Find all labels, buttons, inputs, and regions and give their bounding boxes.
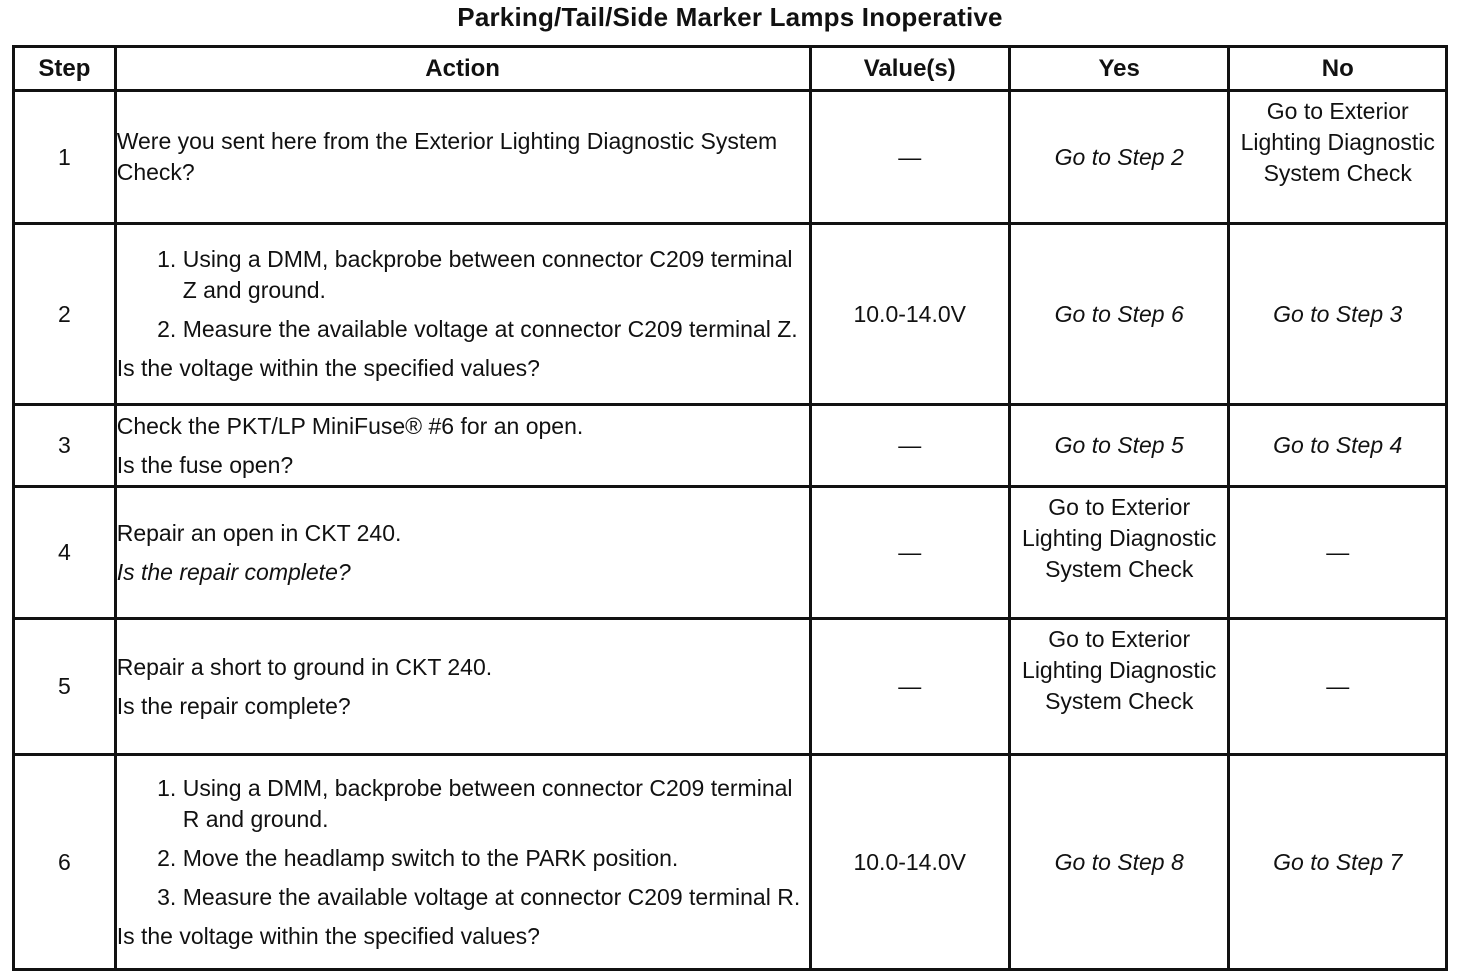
- action-intro: Were you sent here from the Exterior Lighting Diagnostic System Check?: [116, 128, 778, 185]
- no-link: Go to Step 3: [1273, 300, 1403, 327]
- action-question: Is the voltage within the specified values?: [116, 922, 540, 949]
- no-cell: [1229, 619, 1447, 755]
- no-cell: [1229, 405, 1447, 487]
- yes-link: Go to Step 2: [1054, 143, 1184, 170]
- table-row: [14, 487, 1447, 619]
- header-no: No: [1229, 47, 1447, 91]
- yes-cell: [1009, 224, 1229, 405]
- action-cell: [115, 487, 810, 619]
- table-row: [14, 755, 1447, 970]
- step-number: 6: [14, 755, 116, 970]
- table-header-row: [14, 47, 1447, 91]
- yes-link: Go to Step 8: [1054, 848, 1184, 875]
- list-item: 1. Using a DMM, backprobe between connector C209 terminal Z and ground.: [183, 244, 809, 306]
- action-cell: [115, 224, 810, 405]
- action-cell: [115, 91, 810, 224]
- yes-link: Go to Exterior Lighting Diagnostic System Check: [1022, 626, 1217, 714]
- table-row: [14, 405, 1447, 487]
- yes-cell: [1009, 91, 1229, 224]
- no-cell: [1229, 755, 1447, 970]
- step-number: 4: [14, 487, 116, 619]
- step-number: 3: [14, 405, 116, 487]
- list-item: 3. Measure the available voltage at connector C209 terminal R.: [183, 882, 809, 913]
- value-cell: —: [810, 619, 1009, 755]
- value-cell: —: [810, 91, 1009, 224]
- step-number: 2: [14, 224, 116, 405]
- action-intro: Check the PKT/LP MiniFuse® #6 for an open.: [116, 412, 584, 439]
- yes-cell: [1009, 755, 1229, 970]
- no-link: Go to Exterior Lighting Diagnostic System Check: [1240, 98, 1435, 186]
- yes-link: Go to Exterior Lighting Diagnostic System Check: [1022, 494, 1217, 582]
- no-cell: [1229, 91, 1447, 224]
- action-question: Is the voltage within the specified values?: [116, 355, 540, 381]
- header-action: Action: [115, 47, 810, 91]
- value-cell: —: [810, 405, 1009, 487]
- header-step: Step: [14, 47, 116, 91]
- yes-link: Go to Step 6: [1054, 300, 1184, 327]
- no-link: Go to Step 4: [1273, 432, 1403, 458]
- no-link: Go to Step 7: [1273, 848, 1403, 875]
- page-title: Parking/Tail/Side Marker Lamps Inoperative: [457, 2, 1003, 32]
- action-cell: [115, 755, 810, 970]
- no-cell: [1229, 224, 1447, 405]
- step-number: 1: [14, 91, 116, 224]
- value-cell: 10.0-14.0V: [810, 755, 1009, 970]
- action-question: Is the repair complete?: [116, 558, 351, 585]
- header-value: Value(s): [810, 47, 1009, 91]
- list-item: 2. Measure the available voltage at connector C209 terminal Z.: [183, 314, 809, 345]
- action-steps-list: [117, 773, 809, 913]
- yes-cell: [1009, 487, 1229, 619]
- no-cell: [1229, 487, 1447, 619]
- no-value: —: [1326, 673, 1350, 699]
- list-item: 2. Move the headlamp switch to the PARK position.: [183, 843, 809, 874]
- value-cell: 10.0-14.0V: [810, 224, 1009, 405]
- yes-cell: [1009, 619, 1229, 755]
- value-cell: —: [810, 487, 1009, 619]
- step-number: 5: [14, 619, 116, 755]
- action-intro: Repair a short to ground in CKT 240.: [116, 653, 493, 680]
- list-item: 1. Using a DMM, backprobe between connector C209 terminal R and ground.: [183, 773, 809, 835]
- action-steps-list: [117, 244, 809, 345]
- header-yes: Yes: [1009, 47, 1229, 91]
- yes-link: Go to Step 5: [1054, 432, 1184, 458]
- action-cell: [115, 619, 810, 755]
- table-row: [14, 619, 1447, 755]
- action-question: Is the fuse open?: [116, 451, 294, 478]
- action-cell: [115, 405, 810, 487]
- yes-cell: [1009, 405, 1229, 487]
- no-value: —: [1326, 539, 1350, 565]
- action-question: Is the repair complete?: [116, 692, 351, 719]
- action-intro: Repair an open in CKT 240.: [116, 519, 402, 546]
- diagnostic-table: [12, 45, 1448, 971]
- table-row: [14, 91, 1447, 224]
- table-row: [14, 224, 1447, 405]
